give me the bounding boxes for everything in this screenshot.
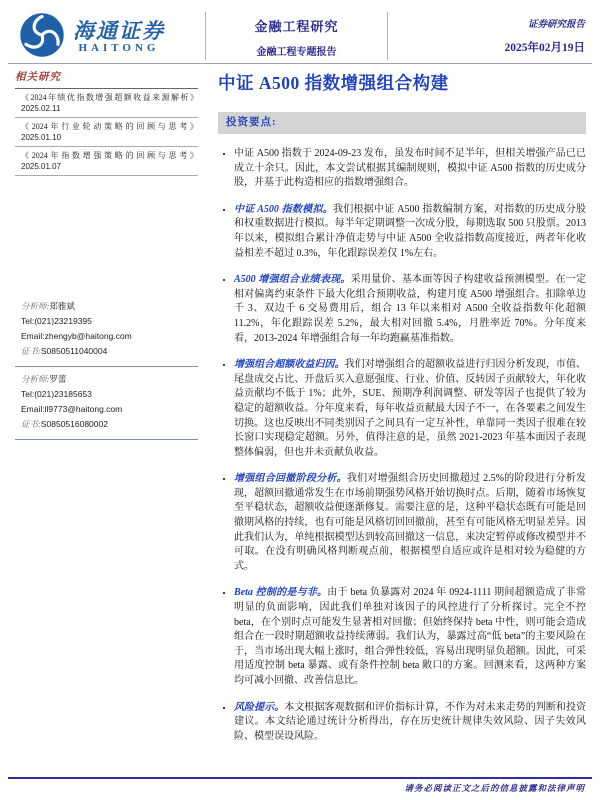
- highlight-item: [234, 147, 586, 191]
- analyst-cert-number: S0850516080002: [40, 419, 108, 429]
- related-report-date: 2025.02.11: [21, 104, 61, 113]
- brand-block: [19, 12, 165, 63]
- analyst-contacts: [15, 294, 198, 440]
- related-report-title: 《2024年绩优指数增强超额收益来源解析》: [21, 93, 198, 102]
- highlight-item: [234, 586, 586, 688]
- highlights-list: [218, 147, 586, 744]
- analyst-block: [15, 294, 198, 367]
- sidebar: [15, 69, 198, 440]
- brand-name-cn: 海通证券: [73, 19, 165, 43]
- analyst-name: 郑雅斌: [49, 301, 75, 311]
- investment-highlights-label: 投资要点:: [218, 112, 586, 134]
- highlight-lead: Beta 控制的是与非。: [234, 587, 328, 599]
- highlight-text: 采用量价、基本面等因子构建收益预测模型。在一定相对偏离约束条件下最大化组合预期收益，构建月度 A500 增强组合。扣除单边千 3、双边千 6 交易费用后，组合 13 年以来相对 A500 全收益指数年化超额 11.2%，年化跟踪误差 5.2%，最大相对回撤 5.4%，月胜率近 70%。分年度来看，2013-2024 年增强组合每一年均跑赢基准指数。: [234, 274, 587, 344]
- report-kind-label: 证券研究报告: [527, 20, 585, 30]
- report-title: 中证 A500 指数增强组合构建: [218, 73, 449, 93]
- related-research-list: [15, 88, 198, 176]
- related-report-item[interactable]: [15, 147, 198, 176]
- highlight-item: [234, 273, 586, 346]
- report-body: [218, 70, 586, 756]
- header-meta: [505, 16, 586, 55]
- highlight-text: 由于 beta 负暴露对 2024 年 0924-1111 期间超额造成了非常明显的负面影响，因此我们单独对该因子的风控进行了分析探讨。完全不控 beta，在个别时点可能发生显著相对回撤；但始终保持 beta 中性，则可能会造成组合在一段时期超额收益持续薄弱。我们认为，暴露过高“低 beta”的主要风险在于，当市场出现大幅上涨时，组合弹性较低，容易出现明显负超额。因此，可采用适度控制 beta 暴露、或有条件控制 beta 敞口的方案。回测来看，这两种方案均可减小回撤、改善信息比。: [234, 587, 586, 686]
- analyst-role-label: 分析师:: [21, 301, 50, 311]
- related-report-item[interactable]: [15, 118, 198, 147]
- analyst-email: Email:ll9773@haitong.com: [21, 404, 123, 414]
- analyst-role-label: 分析师:: [21, 374, 50, 384]
- related-research-title: 相关研究: [15, 72, 61, 83]
- highlight-text: 本文根据客观数据和评价指标计算，不作为对未来走势的判断和投资建议。本文结论通过统计分析得出，存在历史统计规律失效风险、因子失效风险、模型误设风险。: [234, 701, 587, 742]
- related-report-title: 《2024年指数增强策略的回顾与思考》: [21, 151, 198, 160]
- header-report-type: [206, 16, 387, 58]
- analyst-name-line: [21, 372, 198, 387]
- highlight-text: 中证 A500 指数于 2024-09-23 发布，虽发布时间不足半年，但相关增强产品已已成立十余只。因此，本文尝试根据其编制规则，模拟中证 A500 指数的历史成分股，并基于此构造相应的指数增强组合。: [234, 148, 586, 189]
- header-rule: [8, 63, 592, 64]
- highlight-item: [234, 203, 586, 261]
- report-category: 金融工程研究: [254, 19, 339, 34]
- analyst-tel: Tel:(021)23219395: [21, 316, 92, 326]
- brand-name-en: HAITONG: [78, 42, 160, 54]
- highlight-text: 我们对增强组合历史回撤超过 2.5%的阶段进行分析发现，超额回撤通常发生在市场前期强势风格开始切换时点。后期，随着市场恢复至平稳状态，超额收益便逐渐修复。需要注意的是，这种平稳状态既有可能是回撤期风格的持续，也有可能是风格切回回撤前，甚至有可能风格无明显差异。因此我们认为，单纯根据模型达到较高回撤这一信息，来决定暂停或修改模型并不可取。在没有明确风格判断观点前，根据模型自适应或许是相对较为稳健的方式。: [234, 473, 586, 572]
- highlight-item: [234, 358, 586, 460]
- report-subcategory: 金融工程专题报告: [256, 47, 337, 58]
- highlight-lead: 增强组合超额收益归因。: [234, 359, 345, 371]
- report-date: 2025年02月19日: [504, 42, 585, 54]
- related-report-title: 《2024年行业轮动策略的回顾与思考》: [21, 122, 198, 131]
- highlight-item: [234, 701, 586, 745]
- analyst-email: Email:zhengyb@haitong.com: [21, 331, 132, 341]
- highlight-text: 我们对增强组合的超额收益进行归因分析发现，市值、尾盘成交占比、开盘后买入意愿强度、行业、价值、反转因子贡献较大，年化收益贡献均不低于 1%；此外，SUE、预期净利润调整、研发等因子也提供了较为稳定的超额收益。分年度来看，每年收益贡献最大因子不一，在各要素之间发生切换。这也反映出不同类别因子之间具有一定互补性，单靠同一类因子很难在较长窗口实现稳定超额。另外，值得注意的是，虽然 2021-2023 年基本面因子表现整体偏弱，但也并未贡献负收益。: [234, 359, 587, 458]
- report-header: [15, 10, 585, 62]
- analyst-name-line: [21, 299, 198, 314]
- analyst-block: [15, 367, 198, 440]
- analyst-cert-line: [21, 417, 198, 432]
- brand-text: [73, 20, 165, 55]
- highlight-lead: 风险提示。: [234, 701, 285, 713]
- analyst-cert-label: 证书:: [21, 346, 41, 356]
- related-report-date: 2025.01.07: [21, 162, 62, 171]
- analyst-name: 罗蕾: [49, 374, 67, 384]
- highlight-lead: A500 增强组合业绩表现。: [234, 274, 351, 286]
- related-report-item[interactable]: [15, 89, 198, 118]
- highlight-lead: 增强组合回撤阶段分析。: [234, 473, 347, 485]
- analyst-cert-line: [21, 344, 198, 359]
- highlight-text: 我们根据中证 A500 指数编制方案，对指数的历史成分股和权重数据进行模拟。每半年定期调整一次成分股，每期选取 500 只股票。2013 年以来，模拟组合累计净值走势与中证 A500 全收益指数高度接近，两者年化收益相差不超过 0.3%，年化跟踪误差仅 1%左右。: [234, 203, 586, 259]
- header-divider-right: [387, 12, 388, 60]
- haitong-logo-icon: [19, 12, 65, 63]
- highlight-item: [234, 472, 586, 574]
- analyst-cert-label: 证书:: [21, 419, 41, 429]
- analyst-tel: Tel:(021)23185653: [21, 389, 92, 399]
- analyst-cert-number: S0850511040004: [40, 346, 108, 356]
- related-report-date: 2025.01.10: [21, 133, 62, 142]
- footer-rule: [8, 777, 592, 779]
- footer-disclaimer: 请务必阅读正文之后的信息披露和法律声明: [404, 783, 585, 793]
- highlight-lead: 中证 A500 指数模拟。: [234, 203, 333, 215]
